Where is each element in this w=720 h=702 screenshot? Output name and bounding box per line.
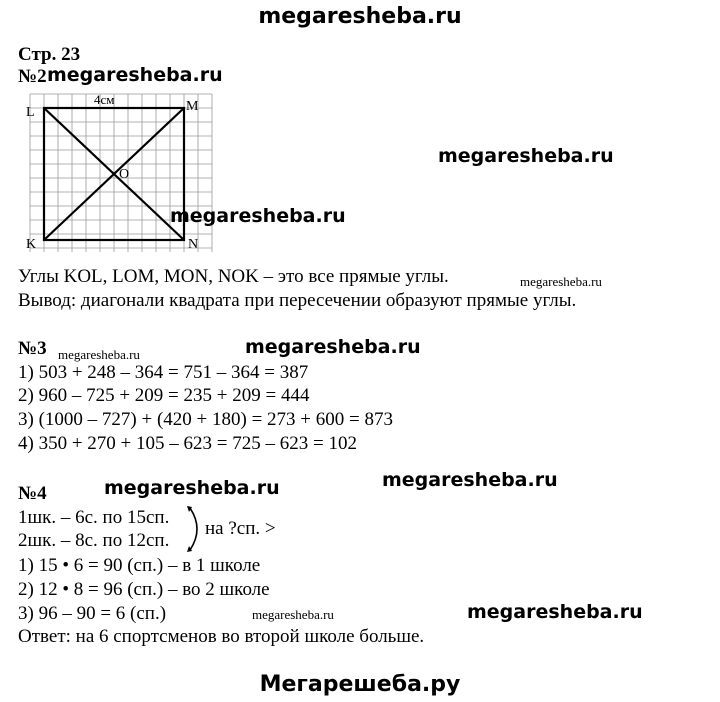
task4-line1: 1) 15 • 6 = 90 (сп.) – в 1 школе xyxy=(18,555,261,576)
vertex-l-label: L xyxy=(26,105,35,120)
watermark-task2: megaresheba.ru xyxy=(47,64,223,86)
watermark-8: megaresheba.ru xyxy=(252,607,334,622)
task2-line2: Вывод: диагонали квадрата при пересечении образуют прямые углы. xyxy=(18,290,577,311)
task4-line2: 2) 12 • 8 = 96 (сп.) – во 2 школе xyxy=(18,579,270,600)
site-footer: Мегарешеба.ру xyxy=(259,672,461,697)
vertex-k-label: K xyxy=(26,237,37,252)
watermark-1: megaresheba.ru xyxy=(438,145,614,167)
task3-number: №3 xyxy=(18,338,47,359)
task3-line3: 3) (1000 – 727) + (420 + 180) = 273 + 600 = 873 xyxy=(18,409,393,430)
vertex-m-label: M xyxy=(186,99,199,114)
vertex-n-label: N xyxy=(188,237,199,252)
task4-condition1: 1шк. – 6с. по 15сп. xyxy=(18,507,170,528)
task3-line2: 2) 960 – 725 + 209 = 235 + 209 = 444 xyxy=(18,385,310,406)
site-header: megaresheba.ru xyxy=(258,4,462,29)
watermark-9: megaresheba.ru xyxy=(467,601,643,623)
task4-number: №4 xyxy=(18,483,47,504)
watermark-3: megaresheba.ru xyxy=(520,274,602,289)
page-label: Стр. 23 xyxy=(18,44,81,65)
watermark-7: megaresheba.ru xyxy=(104,477,280,499)
watermark-2: megaresheba.ru xyxy=(170,205,346,227)
task3-line1: 1) 503 + 248 – 364 = 751 – 364 = 387 xyxy=(18,362,309,383)
task4-condition2: 2шк. – 8с. по 12сп. xyxy=(18,530,170,551)
watermark-4: megaresheba.ru xyxy=(58,347,140,362)
task3-line4: 4) 350 + 270 + 105 – 623 = 725 – 623 = 102 xyxy=(18,433,357,454)
task2-number: №2 xyxy=(18,66,47,87)
task4-line3: 3) 96 – 90 = 6 (сп.) xyxy=(18,603,167,624)
task2-line1: Углы KOL, LOM, MON, NOK – это все прямые углы. xyxy=(18,266,449,287)
center-o-label: O xyxy=(119,167,130,182)
side-length-label: 4см xyxy=(94,92,115,107)
task4-question: на ?сп. > xyxy=(205,518,276,539)
watermark-6: megaresheba.ru xyxy=(382,469,558,491)
task4-answer: Ответ: на 6 спортсменов во второй школе больше. xyxy=(18,626,425,647)
square-diagram xyxy=(20,88,240,258)
watermark-5: megaresheba.ru xyxy=(245,336,421,358)
